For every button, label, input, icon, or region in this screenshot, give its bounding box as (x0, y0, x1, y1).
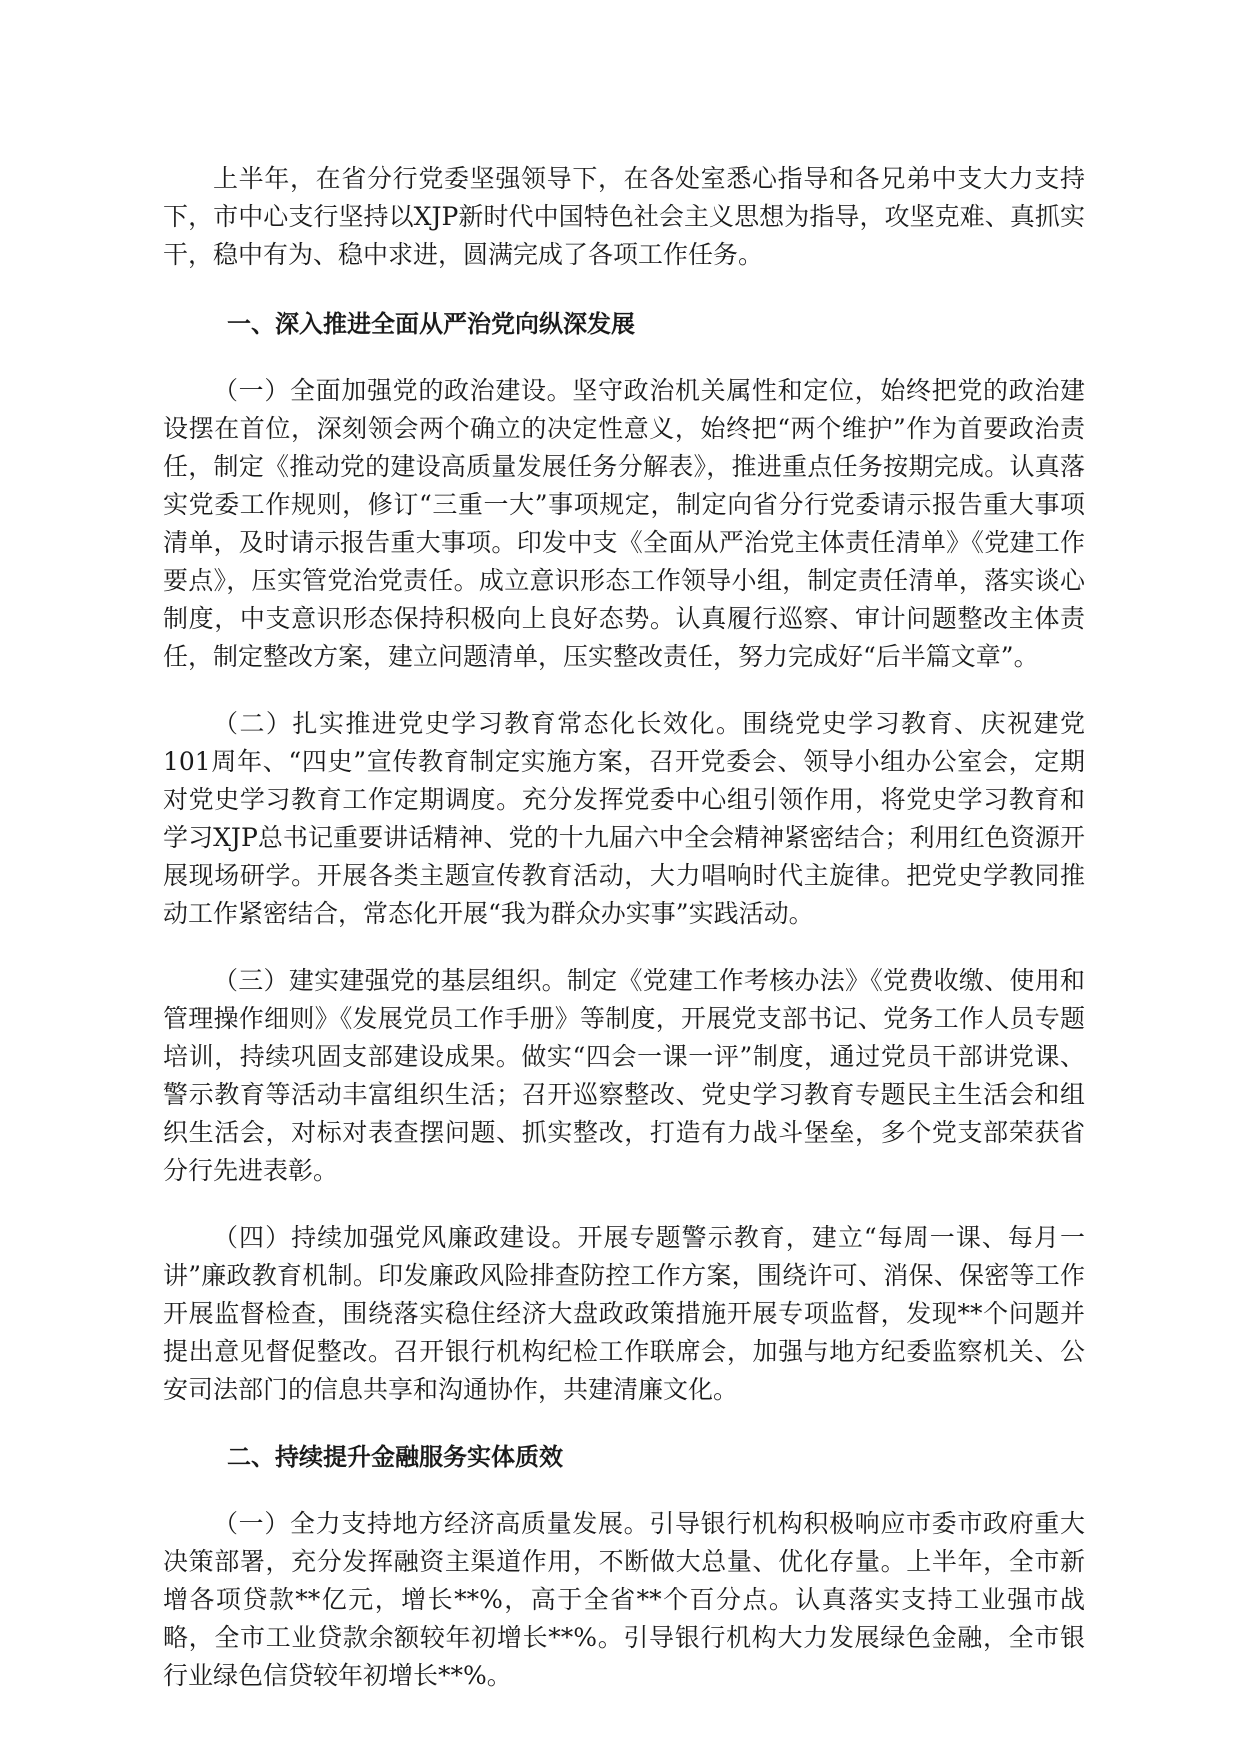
section-1-paragraph-2: （二）扎实推进党史学习教育常态化长效化。围绕党史学习教育、庆祝建党101周年、“四史”宣传教育制定实施方案，召开党委会、领导小组办公室会，定期对党史学习教育工作定期调度。充分发挥党委中心组引领作用，将党史学习教育和学习XJP总书记重要讲话精神、党的十九届六中全会精神紧密结合；利用红色资源开展现场研学。开展各类主题宣传教育活动，大力唱响时代主旋律。把党史学教同推动工作紧密结合，常态化开展“我为群众办实事”实践活动。 (163, 709, 1085, 928)
document-body (163, 160, 1085, 1724)
section-2-paragraph-1: （一）全力支持地方经济高质量发展。引导银行机构积极响应市委市政府重大决策部署，充分发挥融资主渠道作用，不断做大总量、优化存量。上半年，全市新增各项贷款**亿元，增长**%，高于全省**个百分点。认真落实支持工业强市战略，全市工业贷款余额较年初增长**%。引导银行机构大力发展绿色金融，全市银行业绿色信贷较年初增长**%。 (163, 1509, 1085, 1690)
intro-paragraph: 上半年，在省分行党委坚强领导下，在各处室悉心指导和各兄弟中支大力支持下，市中心支行坚持以XJP新时代中国特色社会主义思想为指导，攻坚克难、真抓实干，稳中有为、稳中求进，圆满完成了各项工作任务。 (163, 164, 1085, 269)
section-1-paragraph-1: （一）全面加强党的政治建设。坚守政治机关属性和定位，始终把党的政治建设摆在首位，深刻领会两个确立的决定性意义，始终把“两个维护”作为首要政治责任，制定《推动党的建设高质量发展任务分解表》，推进重点任务按期完成。认真落实党委工作规则，修订“三重一大”事项规定，制定向省分行党委请示报告重大事项清单，及时请示报告重大事项。印发中支《全面从严治党主体责任清单》《党建工作要点》，压实管党治党责任。成立意识形态工作领导小组，制定责任清单，落实谈心制度，中支意识形态保持积极向上良好态势。认真履行巡察、审计问题整改主体责任，制定整改方案，建立问题清单，压实整改责任，努力完成好“后半篇文章”。 (163, 376, 1085, 671)
section-1-heading: 一、深入推进全面从严治党向纵深发展 (227, 310, 635, 338)
section-1-paragraph-3: （三）建实建强党的基层组织。制定《党建工作考核办法》《党费收缴、使用和管理操作细则》《发展党员工作手册》等制度，开展党支部书记、党务工作人员专题培训，持续巩固支部建设成果。做实“四会一课一评”制度，通过党员干部讲党课、警示教育等活动丰富组织生活；召开巡察整改、党史学习教育专题民主生活会和组织生活会，对标对表查摆问题、抓实整改，打造有力战斗堡垒，多个党支部荣获省分行先进表彰。 (163, 966, 1085, 1185)
section-2-heading: 二、持续提升金融服务实体质效 (227, 1443, 563, 1471)
section-1-paragraph-4: （四）持续加强党风廉政建设。开展专题警示教育，建立“每周一课、每月一讲”廉政教育机制。印发廉政风险排查防控工作方案，围绕许可、消保、保密等工作开展监督检查，围绕落实稳住经济大盘政政策措施开展专项监督，发现**个问题并提出意见督促整改。召开银行机构纪检工作联席会，加强与地方纪委监察机关、公安司法部门的信息共享和沟通协作，共建清廉文化。 (163, 1223, 1085, 1404)
